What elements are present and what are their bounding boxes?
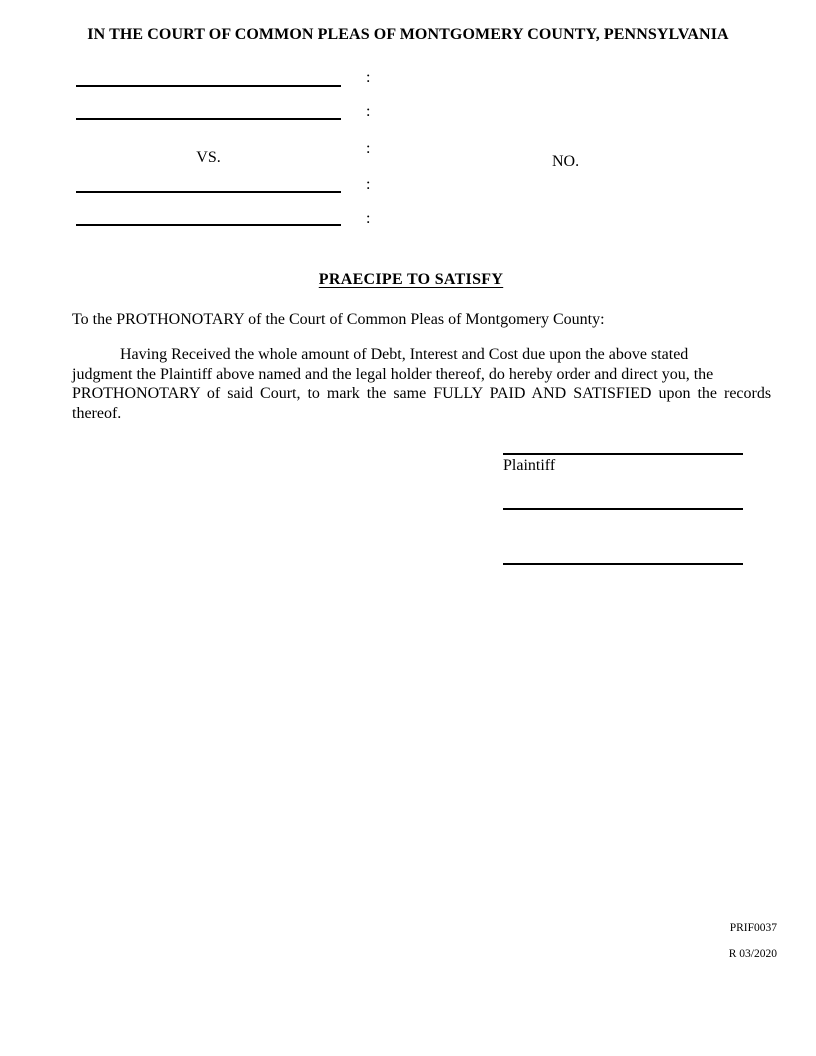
form-number: PRIF0037 — [729, 922, 777, 934]
caption-colon-4: : — [366, 176, 371, 193]
plaintiff-label: Plaintiff — [503, 457, 556, 474]
court-header-title: IN THE COURT OF COMMON PLEAS OF MONTGOMERY COUNTY, PENNSYLVANIA — [87, 26, 729, 43]
paragraph-line-2: judgment the Plaintiff above named and the legal holder thereof, do hereby order and direct you, the — [72, 365, 714, 383]
party-name-line-3[interactable] — [76, 191, 341, 193]
form-revision-date: R 03/2020 — [728, 948, 777, 960]
caption-colon-2: : — [366, 103, 371, 120]
body-paragraph — [72, 345, 772, 423]
case-number-label: NO. — [552, 153, 580, 170]
vs-label: VS. — [196, 149, 221, 166]
signature-line-3[interactable] — [503, 563, 743, 565]
signature-line-2[interactable] — [503, 508, 743, 510]
caption-colon-1: : — [366, 69, 371, 86]
caption-colon-3: : — [366, 140, 371, 157]
paragraph-line-3: PROTHONOTARY of said Court, to mark the same FULLY PAID AND SATISFIED upon the records — [72, 385, 772, 402]
salutation-line: To the PROTHONOTARY of the Court of Common Pleas of Montgomery County: — [72, 311, 605, 328]
party-name-line-1[interactable] — [76, 85, 341, 87]
party-name-line-4[interactable] — [76, 224, 341, 226]
caption-colon-5: : — [366, 210, 371, 227]
paragraph-line-4: thereof. — [72, 404, 122, 422]
plaintiff-signature-line[interactable] — [503, 453, 743, 455]
document-title: PRAECIPE TO SATISFY — [318, 271, 504, 288]
party-name-line-2[interactable] — [76, 118, 341, 120]
form-footer — [729, 922, 777, 961]
paragraph-line-1: Having Received the whole amount of Debt, Interest and Cost due upon the above stated — [120, 346, 689, 363]
